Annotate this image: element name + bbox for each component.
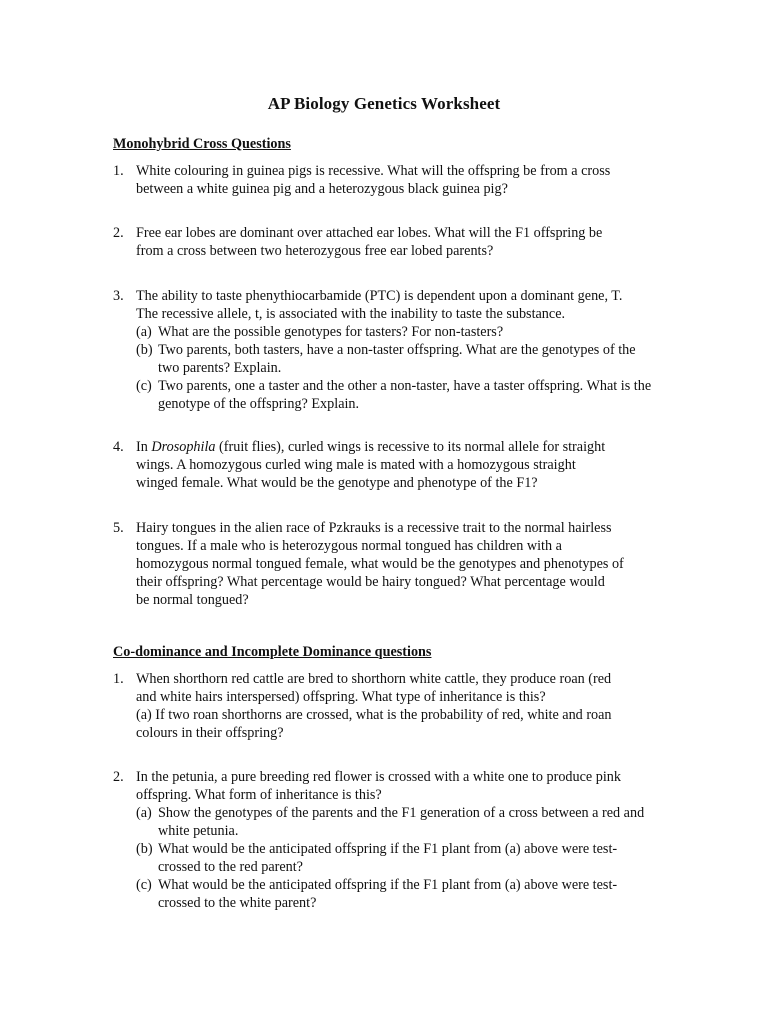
section-heading-codominance: Co-dominance and Incomplete Dominance questions bbox=[113, 644, 432, 660]
sub-question-text: Show the genotypes of the parents and the F1 generation of a cross between a red and white petunia. bbox=[158, 805, 645, 839]
question-5 bbox=[113, 519, 658, 609]
sub-question-b bbox=[136, 341, 658, 377]
question-text: White colouring in guinea pigs is recessive. What will the offspring be from a cross bbox=[136, 163, 611, 179]
question-codom-2 bbox=[113, 768, 653, 912]
question-text: When shorthorn red cattle are bred to shorthorn white cattle, they produce roan (red bbox=[136, 671, 612, 687]
question-text: homozygous normal tongued female, what would be the genotypes and phenotypes of bbox=[136, 556, 624, 572]
question-text: Hairy tongues in the alien race of Pzkrauks is a recessive trait to the normal hairless bbox=[136, 520, 612, 536]
sub-question-letter: (a) bbox=[136, 324, 152, 340]
question-number: 3. bbox=[113, 288, 124, 304]
question-text-post: (fruit flies), curled wings is recessive to its normal allele for straight bbox=[215, 439, 606, 455]
question-number: 1. bbox=[113, 671, 124, 687]
question-1 bbox=[113, 162, 653, 198]
sub-question-letter: (c) bbox=[136, 378, 152, 394]
sub-question-text: What would be the anticipated offspring if the F1 plant from (a) above were test-crossed to the white parent? bbox=[158, 877, 618, 911]
question-3 bbox=[113, 287, 658, 413]
question-text: colours in their offspring? bbox=[136, 725, 284, 741]
question-text: The recessive allele, t, is associated with the inability to taste the substance. bbox=[136, 306, 566, 322]
sub-question-c bbox=[136, 876, 653, 912]
question-number: 4. bbox=[113, 439, 124, 455]
sub-question-letter: (c) bbox=[136, 877, 152, 893]
page-title: AP Biology Genetics Worksheet bbox=[267, 94, 501, 113]
question-number: 5. bbox=[113, 520, 124, 536]
question-4 bbox=[113, 438, 653, 492]
question-text: offspring. What form of inheritance is this? bbox=[136, 787, 382, 803]
sub-question-a bbox=[136, 323, 658, 341]
sub-question-c bbox=[136, 377, 658, 413]
question-number: 1. bbox=[113, 163, 124, 179]
sub-question-text: Two parents, both tasters, have a non-taster offspring. What are the genotypes of the two parents? Explain. bbox=[158, 342, 636, 376]
question-text: (a) If two roan shorthorns are crossed, what is the probability of red, white and roan bbox=[136, 707, 612, 723]
question-text: winged female. What would be the genotype and phenotype of the F1? bbox=[136, 475, 538, 491]
sub-question-letter: (a) bbox=[136, 805, 152, 821]
question-text: Free ear lobes are dominant over attached ear lobes. What will the F1 offspring be bbox=[136, 225, 603, 241]
question-text: be normal tongued? bbox=[136, 592, 249, 608]
question-text: tongues. If a male who is heterozygous normal tongued has children with a bbox=[136, 538, 562, 554]
question-number: 2. bbox=[113, 225, 124, 241]
question-text: The ability to taste phenythiocarbamide (PTC) is dependent upon a dominant gene, T. bbox=[136, 288, 623, 304]
question-text: and white hairs interspersed) offspring. What type of inheritance is this? bbox=[136, 689, 546, 705]
section-heading-monohybrid: Monohybrid Cross Questions bbox=[113, 136, 291, 152]
sub-question-a bbox=[136, 804, 653, 840]
sub-question-text: Two parents, one a taster and the other a non-taster, have a taster offspring. What is the genotype of the offspring? Explain. bbox=[158, 378, 652, 412]
question-number: 2. bbox=[113, 769, 124, 785]
question-text: wings. A homozygous curled wing male is mated with a homozygous straight bbox=[136, 457, 576, 473]
question-2 bbox=[113, 224, 653, 260]
sub-question-b bbox=[136, 840, 653, 876]
species-name: Drosophila bbox=[151, 439, 216, 455]
question-text: from a cross between two heterozygous free ear lobed parents? bbox=[136, 243, 494, 259]
question-text-pre: In bbox=[136, 439, 152, 455]
question-text: In the petunia, a pure breeding red flower is crossed with a white one to produce pink bbox=[136, 769, 621, 785]
question-text bbox=[136, 438, 653, 456]
question-text: between a white guinea pig and a heterozygous black guinea pig? bbox=[136, 181, 508, 197]
sub-question-letter: (b) bbox=[136, 841, 153, 857]
sub-question-text: What would be the anticipated offspring if the F1 plant from (a) above were test-crossed to the red parent? bbox=[158, 841, 618, 875]
question-codom-1 bbox=[113, 670, 653, 742]
sub-question-text: What are the possible genotypes for tasters? For non-tasters? bbox=[158, 324, 504, 340]
sub-question-letter: (b) bbox=[136, 342, 153, 358]
question-text: their offspring? What percentage would be hairy tongued? What percentage would bbox=[136, 574, 605, 590]
